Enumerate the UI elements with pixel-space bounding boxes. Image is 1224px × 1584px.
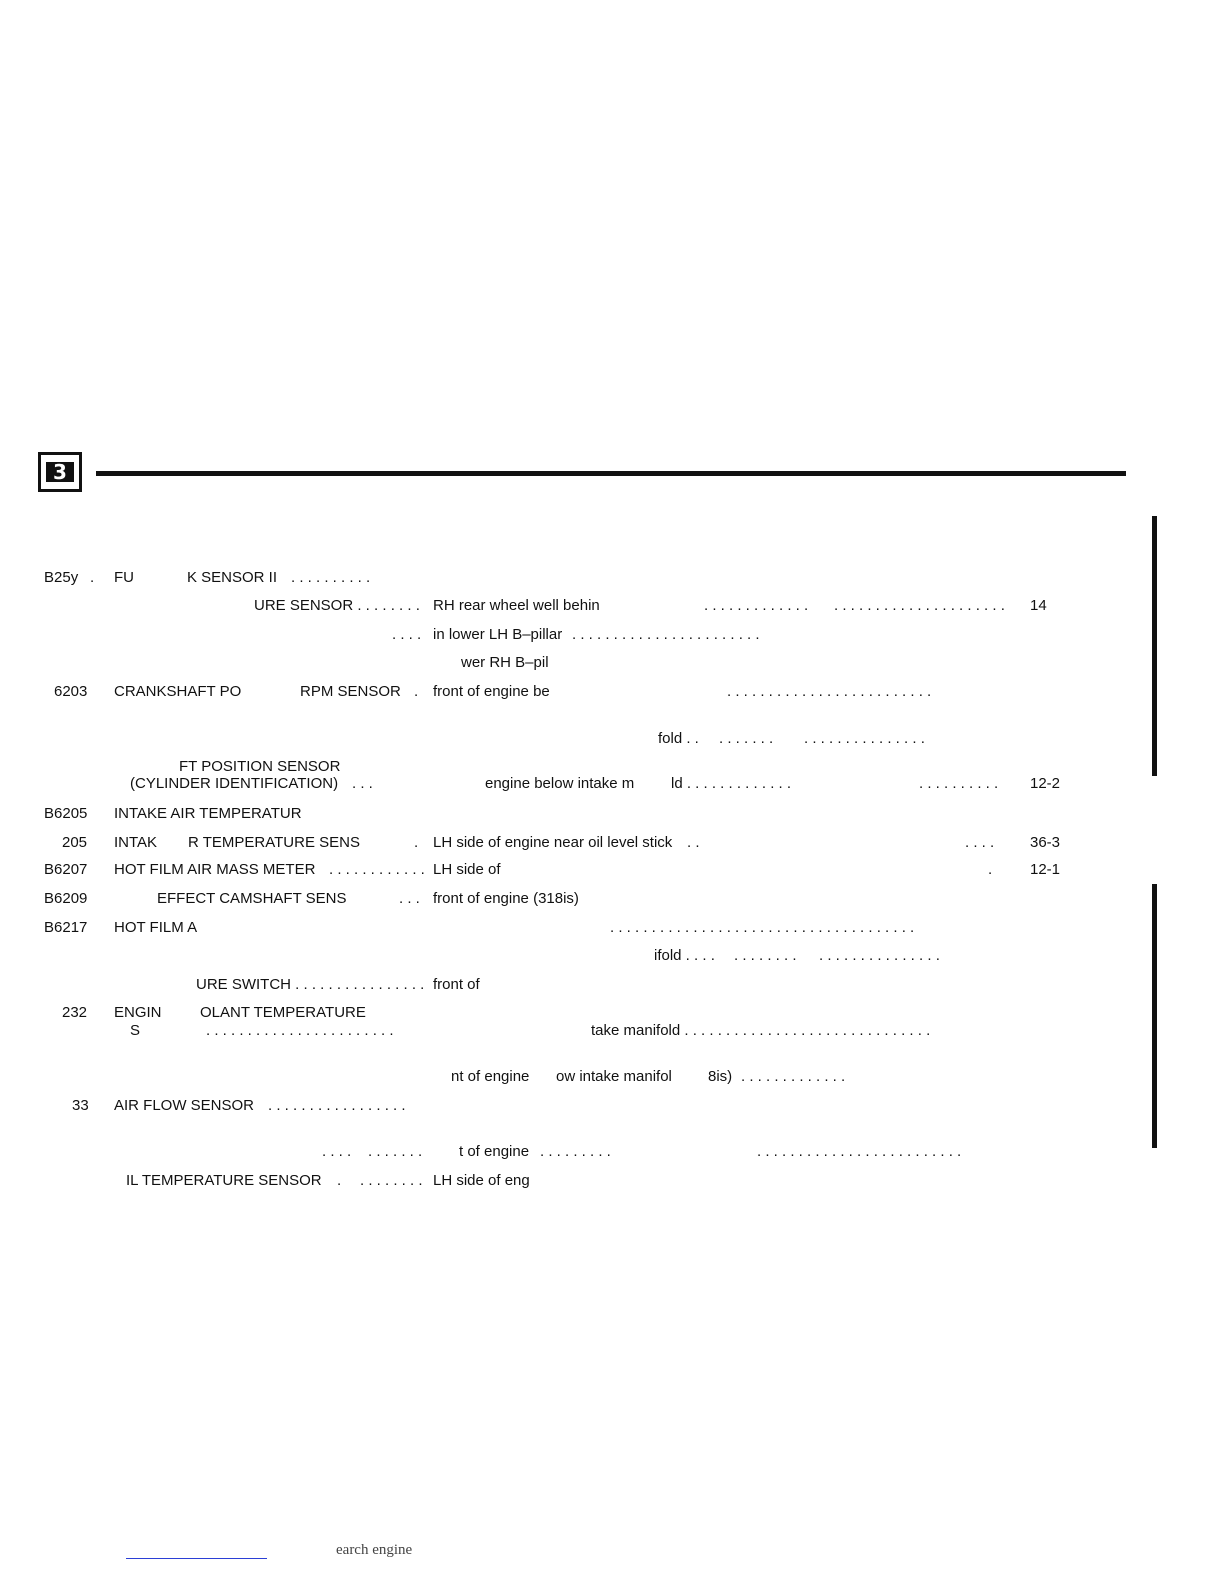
row-text: . . . . . . . . . .: [919, 775, 999, 792]
row-text: S: [130, 1022, 141, 1039]
row-text: 36-3: [1030, 834, 1061, 851]
row-text: front of engine be: [433, 683, 550, 700]
row-text: . . . . . . .: [719, 730, 774, 747]
row-text: 8is): [708, 1068, 733, 1085]
row-text: LH side of engine near oil level stick: [433, 834, 673, 851]
row-text: ld . . . . . . . . . . . . .: [671, 775, 792, 792]
margin-bar-top: [1152, 516, 1157, 776]
row-text: RPM SENSOR: [300, 683, 401, 700]
row-text: . . . . . . . . . . . . .: [741, 1068, 846, 1085]
row-text: .: [90, 569, 95, 586]
row-text: IL TEMPERATURE SENSOR: [126, 1172, 322, 1189]
row-text: . . . . . . . . . . . .: [329, 861, 425, 878]
row-text: . . .: [352, 775, 373, 792]
row-text: nt of engine: [451, 1068, 530, 1085]
row-text: . . . . . . . . . . . . . . . . . . . . . . . . . . . . . . . . . . . . .: [610, 919, 915, 936]
row-text: front of engine (318is): [433, 890, 579, 907]
row-text: fold . .: [658, 730, 699, 747]
row-text: AIR FLOW SENSOR: [114, 1097, 255, 1114]
row-text: . . . . . . . . . . . . . . . . . . . . . . .: [572, 626, 760, 643]
row-text: . . . . . . . . . . . . . . .: [819, 947, 940, 964]
row-text: in lower LH B–pillar: [433, 626, 563, 643]
row-text: . . . .: [965, 834, 995, 851]
row-text: ENGIN: [114, 1004, 162, 1021]
row-text: (CYLINDER IDENTIFICATION): [130, 775, 339, 792]
row-text: FU: [114, 569, 134, 586]
row-text: HOT FILM AIR MASS METER: [114, 861, 316, 878]
row-text: LH side of eng: [433, 1172, 530, 1189]
row-text: LH side of: [433, 861, 501, 878]
row-text: K SENSOR II: [187, 569, 278, 586]
row-text: B25y: [44, 569, 79, 586]
footer-text: earch engine: [336, 1542, 413, 1558]
row-text: .: [988, 861, 993, 878]
row-text: . . . . . . .: [368, 1143, 423, 1160]
row-text: HOT FILM A: [114, 919, 198, 936]
row-text: INTAKE AIR TEMPERATUR: [114, 805, 302, 822]
row-text: ow intake manifol: [556, 1068, 672, 1085]
row-text: 6203: [54, 683, 88, 700]
row-text: .: [414, 683, 419, 700]
footer-link[interactable]: [126, 1558, 267, 1559]
row-text: . .: [687, 834, 700, 851]
row-text: . . . . . . . . . . . . .: [704, 597, 809, 614]
row-text: B6209: [44, 890, 88, 907]
section-number: 3: [46, 462, 74, 482]
row-text: EFFECT CAMSHAFT SENS: [157, 890, 347, 907]
row-text: ifold . . . .: [654, 947, 715, 964]
row-text: take manifold . . . . . . . . . . . . . . . . . . . . . . . . . . . . . .: [591, 1022, 931, 1039]
row-text: 12-1: [1030, 861, 1061, 878]
row-text: . . . . . . . . . . . . . . . . . . . . .: [834, 597, 1005, 614]
row-text: . . .: [399, 890, 420, 907]
row-text: . . . . . . . . . . . . . . . . . . . . . . . . .: [757, 1143, 962, 1160]
row-text: . . . . . . . . . .: [291, 569, 371, 586]
row-text: engine below intake m: [485, 775, 635, 792]
row-text: INTAK: [114, 834, 158, 851]
row-text: 232: [62, 1004, 88, 1021]
row-text: t of engine: [459, 1143, 530, 1160]
row-text: . . . .: [322, 1143, 352, 1160]
section-badge: [38, 452, 82, 492]
row-text: URE SWITCH . . . . . . . . . . . . . . . .: [196, 976, 425, 993]
row-text: front of: [433, 976, 480, 993]
row-text: B6217: [44, 919, 88, 936]
row-text: . . . . . . . .: [734, 947, 797, 964]
row-text: . . . . . . . . .: [540, 1143, 611, 1160]
row-text: .: [414, 834, 419, 851]
row-text: 33: [72, 1097, 89, 1114]
row-text: CRANKSHAFT PO: [114, 683, 242, 700]
row-text: B6205: [44, 805, 88, 822]
row-text: . . . . . . . . . . . . . . .: [804, 730, 925, 747]
row-text: . . . . . . . . . . . . . . . . . . . . . . .: [206, 1022, 394, 1039]
row-text: . . . . . . . . . . . . . . . . . . . . . . . . .: [727, 683, 932, 700]
row-text: B6207: [44, 861, 88, 878]
row-text: FT POSITION SENSOR: [179, 758, 341, 775]
row-text: . . . .: [392, 626, 422, 643]
row-text: R TEMPERATURE SENS: [188, 834, 360, 851]
row-text: 14: [1030, 597, 1047, 614]
row-text: . . . . . . . . . . . . . . . . .: [268, 1097, 406, 1114]
row-text: . . . . . . . .: [360, 1172, 423, 1189]
header-rule: [96, 471, 1126, 476]
row-text: wer RH B–pil: [461, 654, 549, 671]
row-text: .: [337, 1172, 342, 1189]
row-text: OLANT TEMPERATURE: [200, 1004, 366, 1021]
row-text: 205: [62, 834, 88, 851]
margin-bar-bottom: [1152, 884, 1157, 1148]
row-text: RH rear wheel well behin: [433, 597, 600, 614]
row-text: URE SENSOR . . . . . . . .: [254, 597, 420, 614]
row-text: 12-2: [1030, 775, 1061, 792]
